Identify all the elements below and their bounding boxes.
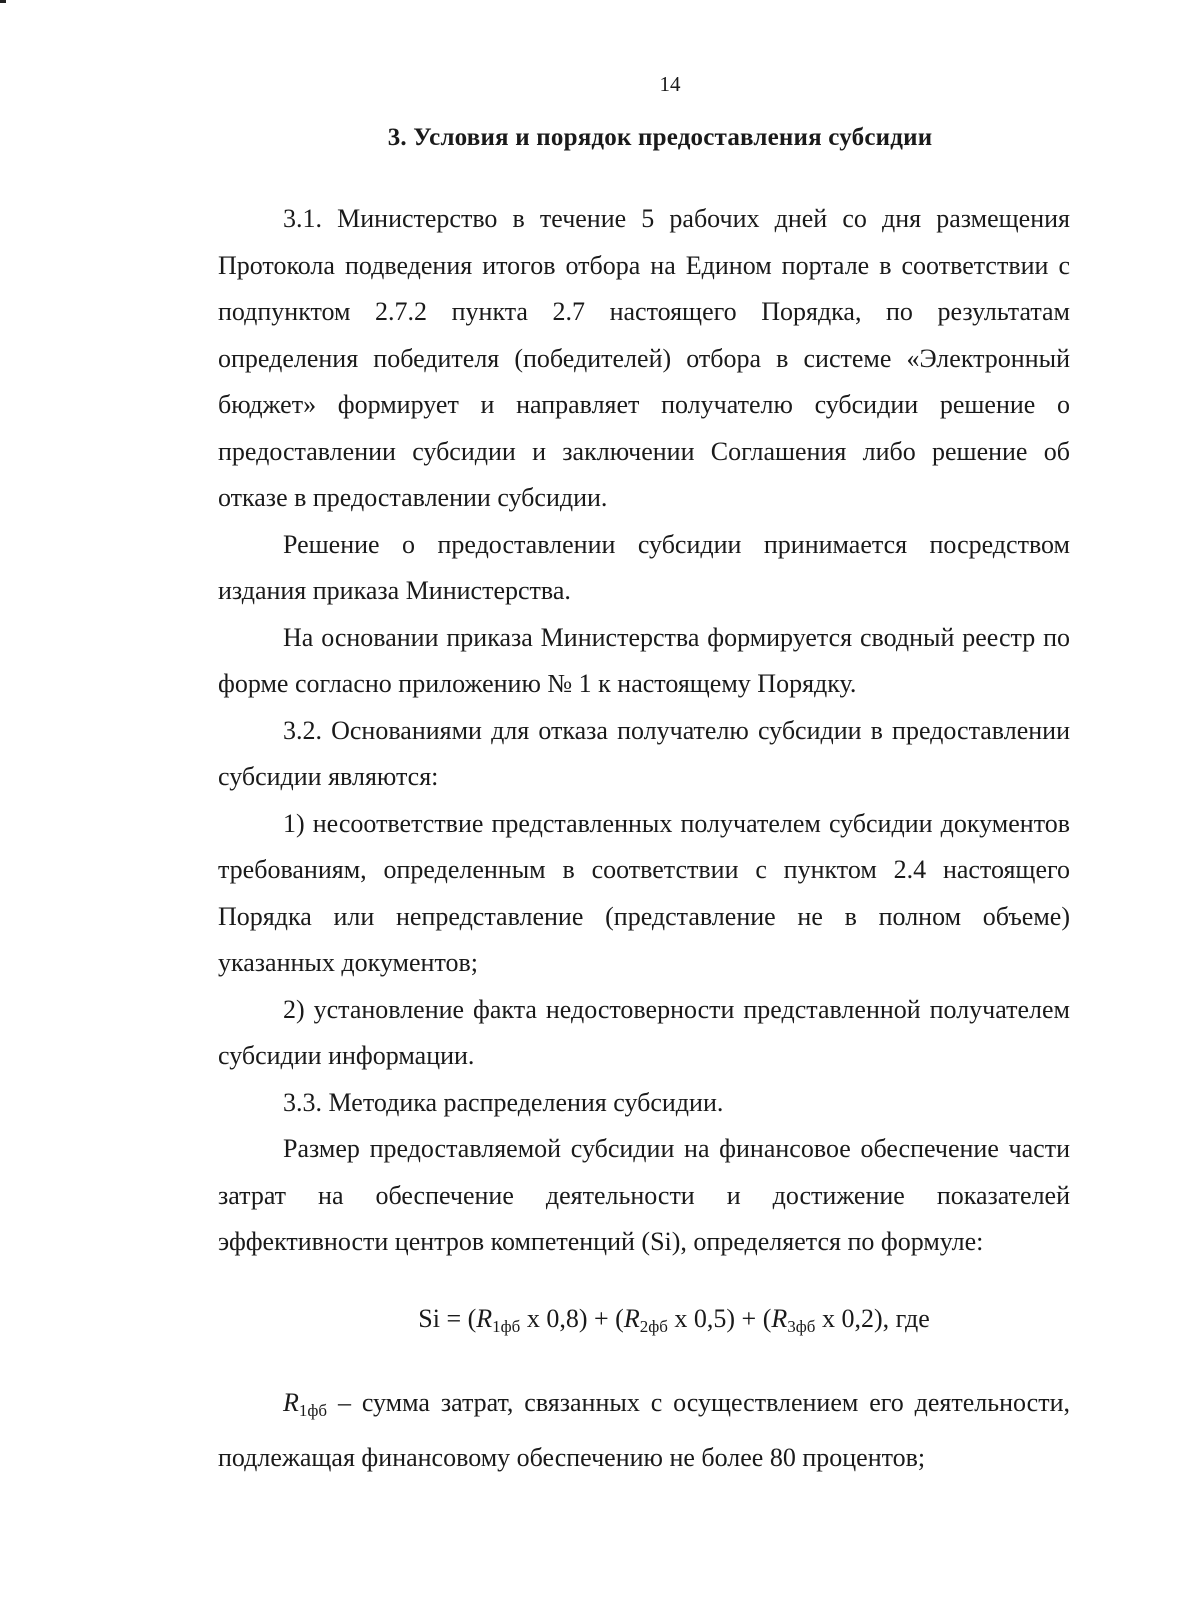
formula-r1-symbol: R [476,1303,493,1333]
paragraph-3-3: 3.3. Методика распределения субсидии. [283,1087,724,1117]
page-number: 14 [659,72,681,96]
formula-r2-coefficient: х 0,5) + ( [667,1303,772,1333]
formula-r1-subscript: 1фб [492,1316,521,1336]
definition-subscript: 1фб [298,1401,328,1420]
formula-r3-symbol: R [771,1303,788,1333]
formula-r2-subscript: 2фб [639,1316,668,1336]
paragraph-registry: На основании приказа Министерства формируется сводный реестр по форме согласно приложению № 1 к настоящему Порядку. [218,622,1070,698]
document-body [218,196,1070,1481]
paragraph-3-1: 3.1. Министерство в течение 5 рабочих дней со дня размещения Протокола подведения итогов отбора на Едином портале в соответствии с подпунктом 2.7.2 пункта 2.7 настоящего Порядка, по результатам определения победителя (победителей) отбора в системе «Электронный бюджет» формирует и направляет получателю субсидии решение о предоставлении субсидии и заключении Соглашения либо решение об отказе в предоставлении субсидии. [218,204,1070,512]
formula-r3-subscript: 3фб [787,1316,816,1336]
scan-corner-mark [0,0,6,3]
formula-lhs: Si = ( [418,1303,477,1333]
paragraph-reason-1: 1) несоответствие представленных получателем субсидии документов требованиям, определенным в соответствии с пунктом 2.4 настоящего Порядка или непредставление (представление не в полном объеме) указанных документов; [218,808,1070,977]
paragraph-reason-2: 2) установление факта недостоверности представленной получателем субсидии информации. [218,994,1070,1070]
section-title: 3. Условия и порядок предоставления субсидии [387,124,933,151]
paragraph-3-2: 3.2. Основаниями для отказа получателю субсидии в предоставлении субсидии являются: [218,715,1070,791]
definition-symbol: R [283,1388,299,1417]
subsidy-formula [278,1296,1070,1351]
paragraph-r1-definition [218,1380,1070,1481]
formula-r2-symbol: R [623,1303,640,1333]
formula-r3-coefficient: х 0,2), где [815,1303,930,1333]
paragraph-decision: Решение о предоставлении субсидии принимается посредством издания приказа Министерства. [218,529,1070,605]
formula-r1-coefficient: х 0,8) + ( [520,1303,624,1333]
definition-text: – сумма затрат, связанных с осуществлением его деятельности, подлежащая финансовому обеспечению не более 80 процентов; [218,1388,1070,1472]
paragraph-subsidy-size: Размер предоставляемой субсидии на финансовое обеспечение части затрат на обеспечение деятельности и достижение показателей эффективности центров компетенций (Si), определяется по формуле: [218,1134,1070,1256]
